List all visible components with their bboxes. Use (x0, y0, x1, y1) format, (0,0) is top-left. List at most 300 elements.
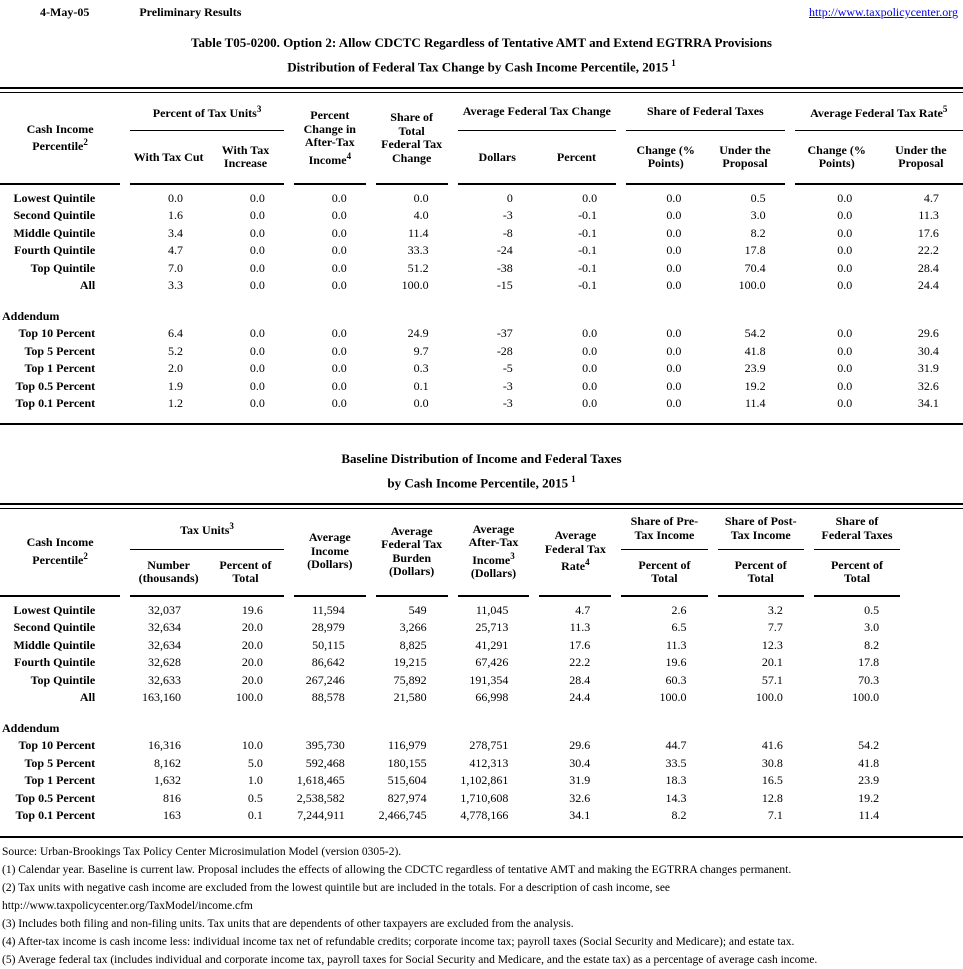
header-change-pct-points: Change (% Points) (636, 142, 695, 171)
table1-bottom-rule (0, 423, 963, 425)
header-average-income: Average Income (Dollars) (289, 509, 371, 597)
value-cell: 0.0 (582, 361, 598, 376)
header-change-pct-points: Change (% Points) (807, 142, 866, 171)
row-label: Lowest Quintile (13, 190, 96, 205)
value-cell: 29.6 (917, 326, 939, 341)
value-cell: -0.1 (578, 278, 598, 293)
value-cell: 70.3 (858, 672, 880, 687)
value-cell: 100.0 (659, 690, 687, 705)
header-avg-federal-tax-burden: Average Federal Tax Burden (Dollars) (371, 509, 453, 597)
header-with-tax-cut: With Tax Cut (133, 149, 204, 164)
value-cell: 0.0 (249, 243, 265, 258)
value-cell: 51.2 (407, 260, 429, 275)
value-cell: 0.0 (413, 396, 429, 411)
addendum-row (0, 307, 963, 325)
value-cell: 0.0 (168, 190, 184, 205)
header-avg-federal-tax-rate: Average Federal Tax Rate$^5$ Change (% Points) Under the Proposal (790, 93, 963, 185)
header-under-the-proposal: Under the Proposal (895, 142, 947, 171)
table2-body (0, 597, 963, 836)
value-cell: 2.6 (671, 602, 687, 617)
value-cell: 23.9 (858, 773, 880, 788)
value-cell: 0.0 (249, 361, 265, 376)
value-cell: 0.0 (249, 343, 265, 358)
value-cell: 100.0 (235, 690, 263, 705)
value-cell: -28 (496, 343, 513, 358)
value-cell: 0.0 (331, 208, 347, 223)
value-cell: 0.0 (666, 396, 682, 411)
value-cell: 0.0 (837, 361, 853, 376)
value-cell: 116,979 (388, 738, 427, 753)
row-label: Top Quintile (30, 260, 96, 275)
value-cell: 20.0 (241, 620, 263, 635)
value-cell: 22.2 (917, 243, 939, 258)
value-cell: 0.0 (666, 208, 682, 223)
value-cell: 1.2 (168, 396, 184, 411)
page-header (0, 0, 963, 20)
value-cell: 0.0 (249, 278, 265, 293)
addendum-label: Addendum (2, 308, 60, 323)
value-cell: 3.3 (168, 278, 184, 293)
value-cell: 32,633 (148, 672, 182, 687)
header-share-post-tax-income: Share of Post-Tax Income Percent of Total (713, 509, 809, 597)
row-label: Top 10 Percent (18, 738, 96, 753)
value-cell: 7.7 (767, 620, 783, 635)
value-cell: -3 (502, 378, 513, 393)
value-cell: 7,244,911 (297, 808, 345, 823)
value-cell: 0.0 (666, 378, 682, 393)
header-percent: Percent (556, 149, 597, 164)
table-row (0, 602, 963, 620)
value-cell: 1,632 (154, 773, 182, 788)
table-row (0, 654, 963, 672)
value-cell: 0.0 (331, 326, 347, 341)
value-cell: 19.6 (665, 655, 687, 670)
value-cell: 0.5 (864, 602, 880, 617)
value-cell: 2,538,582 (296, 790, 345, 805)
value-cell: -3 (502, 396, 513, 411)
value-cell: 0.0 (582, 396, 598, 411)
value-cell: -24 (496, 243, 513, 258)
header-dollars: Dollars (478, 149, 516, 164)
row-label: Lowest Quintile (13, 602, 96, 617)
tax-change-table (0, 87, 963, 425)
row-label: Fourth Quintile (14, 655, 96, 670)
value-cell: 19,215 (393, 655, 427, 670)
value-cell: 10.0 (241, 738, 263, 753)
value-cell: 0.5 (247, 790, 263, 805)
value-cell: 54.2 (744, 326, 766, 341)
value-cell: 32,037 (148, 602, 182, 617)
value-cell: 30.8 (761, 755, 783, 770)
value-cell: 278,751 (469, 738, 509, 753)
value-cell: 0.0 (249, 378, 265, 393)
row-label: Top 1 Percent (24, 773, 96, 788)
value-cell: 0.0 (666, 278, 682, 293)
value-cell: 0.0 (837, 378, 853, 393)
value-cell: 86,642 (311, 655, 345, 670)
value-cell: 7.0 (168, 260, 184, 275)
header-avg-federal-tax-change: Average Federal Tax Change Dollars Percent (453, 93, 622, 185)
value-cell: 0.0 (837, 225, 853, 240)
value-cell: 0.0 (331, 190, 347, 205)
value-cell: 17.6 (569, 637, 591, 652)
value-cell: 549 (408, 602, 427, 617)
value-cell: 11,045 (475, 602, 509, 617)
value-cell: 2,466,745 (378, 808, 427, 823)
value-cell: 8.2 (750, 225, 766, 240)
value-cell: 1.9 (168, 378, 184, 393)
table1-title-line1: Table T05-0200. Option 2: Allow CDCTC Regardless of Tentative AMT and Extend EGTRRA Provisions (191, 35, 772, 50)
value-cell: 88,578 (311, 690, 345, 705)
row-label: Second Quintile (13, 620, 96, 635)
value-cell: 70.4 (744, 260, 766, 275)
value-cell: 0.0 (249, 190, 265, 205)
value-cell: 66,998 (475, 690, 509, 705)
value-cell: 6.5 (671, 620, 687, 635)
value-cell: 1,618,465 (296, 773, 345, 788)
header-avg-federal-tax-rate: Average Federal Tax Rate$^4$ (534, 509, 616, 597)
value-cell: 0.0 (331, 361, 347, 376)
value-cell: 0.0 (331, 260, 347, 275)
value-cell: 412,313 (469, 755, 509, 770)
value-cell: 21,580 (393, 690, 427, 705)
value-cell: 5.2 (168, 343, 184, 358)
value-cell: 0.0 (249, 208, 265, 223)
value-cell: 32,634 (148, 637, 182, 652)
header-with-tax-increase: With Tax Increase (221, 142, 270, 171)
spacer-row (0, 707, 963, 720)
row-label: All (79, 690, 96, 705)
table1-header (0, 93, 963, 185)
header-cash-income-percentile: Cash Income Percentile$^2$ (0, 509, 125, 597)
table-row (0, 259, 963, 277)
value-cell: -15 (496, 278, 513, 293)
row-label: Top 0.1 Percent (15, 808, 96, 823)
value-cell: 23.9 (744, 361, 766, 376)
footnote-4: (4) After-tax income is cash income less: individual income tax net of refundable credits; corporate income tax; payroll taxes (Social Security and Medicare); and estate tax. (2, 935, 795, 948)
value-cell: 0.0 (666, 343, 682, 358)
value-cell: 0.0 (413, 190, 429, 205)
table-row (0, 207, 963, 225)
value-cell: 3.0 (750, 208, 766, 223)
value-cell: 816 (163, 790, 182, 805)
taxpolicycenter-link[interactable]: http://www.taxpolicycenter.org (809, 5, 958, 19)
value-cell: 180,155 (387, 755, 427, 770)
value-cell: 41,291 (475, 637, 509, 652)
value-cell: 191,354 (469, 672, 509, 687)
value-cell: 0.0 (331, 378, 347, 393)
value-cell: -37 (496, 326, 513, 341)
table-row (0, 755, 963, 773)
value-cell: 0.0 (331, 343, 347, 358)
value-cell: 0.0 (331, 225, 347, 240)
table2-title (0, 449, 963, 493)
value-cell: 32.6 (917, 378, 939, 393)
header-share-pre-tax-income: Share of Pre-Tax Income Percent of Total (616, 509, 712, 597)
value-cell: 0.0 (249, 225, 265, 240)
value-cell: 19.2 (744, 378, 766, 393)
value-cell: 67,426 (475, 655, 509, 670)
value-cell: 163 (163, 808, 182, 823)
value-cell: 50,115 (312, 637, 345, 652)
value-cell: 41.8 (744, 343, 766, 358)
value-cell: 0.3 (413, 361, 429, 376)
header-number-thousands: Number (thousands) (138, 557, 199, 586)
value-cell: 20.0 (241, 637, 263, 652)
value-cell: 0.5 (750, 190, 766, 205)
value-cell: 11.4 (408, 225, 429, 240)
header-share-federal-taxes: Share of Federal Taxes Change (% Points) Under the Proposal (621, 93, 790, 185)
addendum-row (0, 720, 963, 738)
value-cell: 4.0 (413, 208, 429, 223)
value-cell: 28.4 (569, 672, 591, 687)
value-cell: 0.0 (666, 190, 682, 205)
value-cell: 0.0 (331, 243, 347, 258)
value-cell: 11.3 (918, 208, 939, 223)
footnote-3: (3) Includes both filing and non-filing units. Tax units that are dependents of other taxpayers are excluded from the analysis. (2, 917, 574, 930)
value-cell: 1,102,861 (460, 773, 509, 788)
value-cell: 31.9 (917, 361, 939, 376)
value-cell: -0.1 (578, 208, 598, 223)
value-cell: 19.6 (241, 602, 263, 617)
footnote-source: Source: Urban-Brookings Tax Policy Center Microsimulation Model (version 0305-2). (2, 845, 402, 858)
table-row (0, 672, 963, 690)
table2-header (0, 509, 963, 597)
value-cell: 0.0 (666, 260, 682, 275)
value-cell: 14.3 (665, 790, 687, 805)
value-cell: 16.5 (761, 773, 783, 788)
value-cell: 1,710,608 (460, 790, 509, 805)
value-cell: 17.8 (858, 655, 880, 670)
value-cell: 592,468 (305, 755, 345, 770)
header-pct-change-after-tax-income: Percent Change in After-Tax Income$^4$ (289, 93, 371, 185)
value-cell: 24.4 (917, 278, 939, 293)
value-cell: 100.0 (852, 690, 880, 705)
table-row (0, 242, 963, 260)
value-cell: 100.0 (738, 278, 766, 293)
value-cell: 0.0 (837, 243, 853, 258)
header-percent-of-tax-units: Percent of Tax Units$^3$ With Tax Cut With Tax Increase (125, 93, 289, 185)
table-row (0, 619, 963, 637)
value-cell: 0.0 (837, 190, 853, 205)
table-row (0, 377, 963, 395)
value-cell: 17.8 (744, 243, 766, 258)
value-cell: 20.0 (241, 655, 263, 670)
value-cell: 12.3 (761, 637, 783, 652)
value-cell: 4.7 (168, 243, 184, 258)
value-cell: 163,160 (142, 690, 182, 705)
value-cell: -0.1 (578, 225, 598, 240)
value-cell: -5 (502, 361, 513, 376)
value-cell: 7.1 (767, 808, 783, 823)
value-cell: -3 (502, 208, 513, 223)
table1-title-line2: Distribution of Federal Tax Change by Cash Income Percentile, 2015 $^1$ (287, 58, 676, 75)
table1-body (0, 185, 963, 423)
value-cell: 515,604 (387, 773, 427, 788)
value-cell: 31.9 (569, 773, 591, 788)
row-label: Middle Quintile (13, 637, 96, 652)
table-row (0, 342, 963, 360)
value-cell: 4.7 (923, 190, 939, 205)
header-percent-of-total: Percent of Total (219, 557, 272, 586)
footnotes (0, 838, 963, 969)
header-avg-after-tax-income: Average After-Tax Income$^3$ (Dollars) (453, 509, 535, 597)
spacer-row (0, 294, 963, 307)
value-cell: 32,634 (148, 620, 182, 635)
table-row (0, 224, 963, 242)
value-cell: 3,266 (399, 620, 427, 635)
value-cell: 20.0 (241, 672, 263, 687)
row-label: Second Quintile (13, 208, 96, 223)
table-row (0, 790, 963, 808)
value-cell: 0.0 (666, 326, 682, 341)
table-row (0, 807, 963, 825)
value-cell: 33.3 (407, 243, 429, 258)
table-row (0, 737, 963, 755)
value-cell: 3.4 (168, 225, 184, 240)
row-label: Top 10 Percent (18, 326, 96, 341)
table-row (0, 689, 963, 707)
value-cell: 0.0 (837, 396, 853, 411)
footnote-2: (2) Tax units with negative cash income are excluded from the lowest quintile but are included in the totals. For a description of cash income, see (2, 881, 671, 894)
value-cell: 0.0 (331, 396, 347, 411)
value-cell: 100.0 (401, 278, 429, 293)
value-cell: 11,594 (312, 602, 345, 617)
value-cell: 0.0 (666, 243, 682, 258)
value-cell: 0.0 (837, 208, 853, 223)
value-cell: 41.8 (858, 755, 880, 770)
preliminary-results-label: Preliminary Results (139, 5, 242, 19)
row-label: Top 0.5 Percent (15, 790, 96, 805)
value-cell: 22.2 (569, 655, 591, 670)
value-cell: 20.1 (761, 655, 783, 670)
value-cell: 3.2 (767, 602, 783, 617)
value-cell: 0.0 (837, 326, 853, 341)
header-tax-units: Tax Units$^3$ Number (thousands) Percent of Total (125, 509, 289, 597)
row-label: Top Quintile (30, 672, 96, 687)
value-cell: 100.0 (755, 690, 783, 705)
value-cell: 25,713 (475, 620, 509, 635)
value-cell: 54.2 (858, 738, 880, 753)
report-date: 4-May-05 (40, 5, 90, 19)
value-cell: 0.0 (582, 326, 598, 341)
value-cell: 18.3 (665, 773, 687, 788)
value-cell: 0 (506, 190, 513, 205)
value-cell: 30.4 (917, 343, 939, 358)
row-label: Top 5 Percent (24, 343, 96, 358)
header-cash-income-percentile: Cash Income Percentile$^2$ (0, 93, 125, 185)
value-cell: 44.7 (665, 738, 687, 753)
value-cell: 4.7 (575, 602, 591, 617)
footnote-url: http://www.taxpolicycenter.org/TaxModel/income.cfm (2, 899, 253, 912)
value-cell: 0.0 (582, 343, 598, 358)
header-percent-of-total: Percent of Total (734, 557, 787, 586)
table2-title-line1: Baseline Distribution of Income and Federal Taxes (341, 451, 622, 467)
value-cell: 28.4 (917, 260, 939, 275)
table-row (0, 189, 963, 207)
header-share-federal-taxes: Share of Federal Taxes Percent of Total (809, 509, 905, 597)
value-cell: 395,730 (305, 738, 345, 753)
table1-title (0, 33, 963, 77)
value-cell: 41.6 (761, 738, 783, 753)
value-cell: 0.0 (837, 278, 853, 293)
value-cell: 1.6 (168, 208, 184, 223)
row-label: Middle Quintile (13, 225, 96, 240)
value-cell: 0.0 (837, 260, 853, 275)
header-percent-of-total: Percent of Total (638, 557, 691, 586)
table-row (0, 772, 963, 790)
value-cell: 0.1 (247, 808, 263, 823)
value-cell: 0.0 (666, 225, 682, 240)
header-under-the-proposal: Under the Proposal (719, 142, 771, 171)
value-cell: 11.3 (569, 620, 591, 635)
value-cell: 11.4 (858, 808, 880, 823)
table2-title-line2: by Cash Income Percentile, 2015 $^1$ (387, 474, 576, 491)
value-cell: 28,979 (311, 620, 345, 635)
table-row (0, 395, 963, 413)
value-cell: 0.0 (249, 396, 265, 411)
value-cell: -0.1 (578, 243, 598, 258)
table-row (0, 277, 963, 295)
value-cell: 0.0 (249, 260, 265, 275)
value-cell: 29.6 (569, 738, 591, 753)
value-cell: 60.3 (665, 672, 687, 687)
value-cell: 32.6 (569, 790, 591, 805)
row-label: Top 1 Percent (24, 361, 96, 376)
value-cell: -8 (502, 225, 513, 240)
value-cell: 8,162 (154, 755, 182, 770)
value-cell: 8.2 (864, 637, 880, 652)
value-cell: 34.1 (917, 396, 939, 411)
row-label: Top 5 Percent (24, 755, 96, 770)
value-cell: 34.1 (569, 808, 591, 823)
value-cell: 12.8 (761, 790, 783, 805)
value-cell: 17.6 (917, 225, 939, 240)
header-percent-of-total: Percent of Total (830, 557, 884, 586)
value-cell: 33.5 (665, 755, 687, 770)
footnote-1: (1) Calendar year. Baseline is current law. Proposal includes the effects of allowing the CDCTC regardless of tentative AMT and making the EGTRRA changes permanent. (2, 863, 792, 876)
value-cell: 9.7 (413, 343, 429, 358)
row-label: All (79, 278, 96, 293)
value-cell: 8,825 (399, 637, 427, 652)
value-cell: 57.1 (761, 672, 783, 687)
table-row (0, 360, 963, 378)
table-row (0, 637, 963, 655)
header-share-total-federal-tax-change: Share of Total Federal Tax Change (371, 93, 453, 185)
value-cell: 6.4 (168, 326, 184, 341)
value-cell: 4,778,166 (460, 808, 509, 823)
value-cell: 0.1 (413, 378, 429, 393)
value-cell: -38 (496, 260, 513, 275)
row-label: Top 0.5 Percent (15, 378, 96, 393)
value-cell: 0.0 (666, 361, 682, 376)
value-cell: 75,892 (393, 672, 427, 687)
value-cell: 0.0 (837, 343, 853, 358)
value-cell: 3.0 (864, 620, 880, 635)
baseline-distribution-table (0, 503, 963, 838)
value-cell: 0.0 (582, 378, 598, 393)
table-row (0, 325, 963, 343)
value-cell: 0.0 (331, 278, 347, 293)
row-label: Fourth Quintile (14, 243, 96, 258)
value-cell: 11.4 (745, 396, 766, 411)
value-cell: 0.0 (249, 326, 265, 341)
row-label: Top 0.1 Percent (15, 396, 96, 411)
value-cell: 1.0 (247, 773, 263, 788)
value-cell: 16,316 (148, 738, 182, 753)
value-cell: 11.3 (665, 637, 687, 652)
value-cell: 267,246 (305, 672, 345, 687)
